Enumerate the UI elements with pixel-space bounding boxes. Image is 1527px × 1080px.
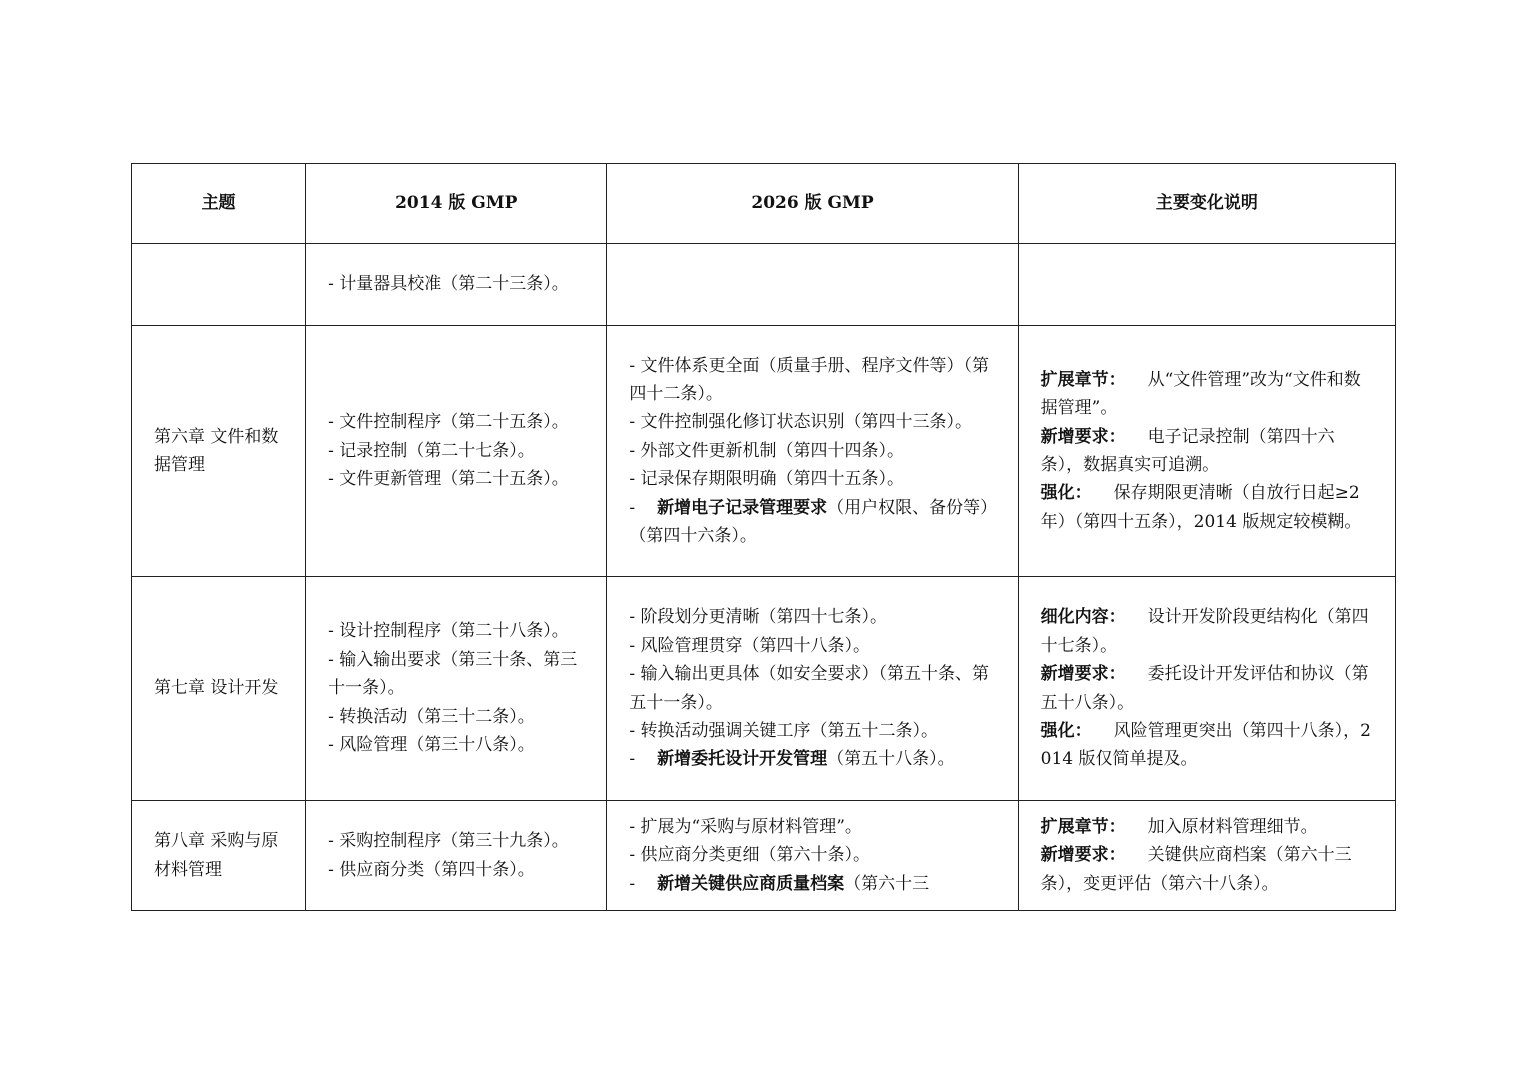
list-item-new (629, 494, 995, 551)
list-item: - 文件更新管理（第二十五条）。 (328, 469, 569, 490)
change-item (1041, 479, 1373, 536)
list-item: - 扩展为“采购与原材料管理”。 (629, 816, 862, 837)
new-item-prefix: - (629, 497, 636, 518)
change-item (1041, 366, 1373, 423)
gmp2014-cell (306, 244, 607, 326)
gmp2026-cell (607, 244, 1018, 326)
gmp2026-cell (607, 577, 1018, 801)
change-text: 从“文件管理”改为“文件和数据管理”。 (1040, 369, 1361, 419)
list-item: - 供应商分类更细（第六十条）。 (629, 845, 871, 866)
list-item: - 风险管理贯穿（第四十八条）。 (629, 635, 871, 656)
header-changes: 主要变化说明 (1018, 164, 1395, 244)
row-topic (132, 244, 306, 326)
table-row (132, 577, 1396, 801)
change-item (1041, 841, 1373, 898)
new-item-rest: （第六十三 (844, 873, 930, 894)
change-text: 风险管理更突出（第四十八条），2014 版仅简单提及。 (1040, 720, 1371, 770)
change-text: 电子记录控制（第四十六条），数据真实可追溯。 (1040, 426, 1335, 475)
list-item: - 文件体系更全面（质量手册、程序文件等）（第四十二条）。 (629, 355, 990, 404)
table-row (132, 801, 1396, 911)
table-header-row (132, 164, 1396, 244)
new-item-prefix: - (629, 749, 636, 770)
changes-cell (1018, 326, 1395, 577)
list-item: - 输入输出更具体（如安全要求）（第五十条、第五十一条）。 (629, 664, 990, 713)
list-item: - 采购控制程序（第三十九条）。 (328, 831, 569, 852)
new-item-rest: （第五十八条）。 (827, 749, 955, 770)
gmp2014-cell (306, 801, 607, 911)
list-item: - 转换活动强调关键工序（第五十二条）。 (629, 720, 939, 741)
list-item: - 转换活动（第三十二条）。 (328, 706, 535, 727)
gmp2026-cell (607, 326, 1018, 577)
change-label: 扩展章节： (1040, 369, 1126, 390)
changes-cell (1018, 244, 1395, 326)
list-item: - 输入输出要求（第三十条、第三十一条）。 (328, 649, 578, 699)
new-item-rest: （用户权限、备份等）（第四十六条）。 (629, 497, 989, 547)
header-topic: 主题 (132, 164, 306, 244)
change-item (1041, 423, 1373, 480)
list-item-new (629, 870, 995, 898)
new-item-bold: 新增关键供应商质量档案 (657, 873, 845, 894)
changes-cell (1018, 577, 1395, 801)
list-item: - 风险管理（第三十八条）。 (328, 735, 535, 756)
list-item: - 设计控制程序（第二十八条）。 (328, 621, 569, 642)
list-item: - 外部文件更新机制（第四十四条）。 (629, 440, 905, 461)
change-text: 保存期限更清晰（自放行日起≥2 年）（第四十五条），2014 版规定较模糊。 (1040, 483, 1362, 532)
change-item (1041, 660, 1373, 717)
gmp2014-cell (306, 326, 607, 577)
gmp2014-cell (306, 577, 607, 801)
change-text: 加入原材料管理细节。 (1147, 816, 1318, 837)
list-item: - 文件控制强化修订状态识别（第四十三条）。 (629, 412, 973, 433)
list-item: - 阶段划分更清晰（第四十七条）。 (629, 607, 888, 628)
change-label: 扩展章节： (1040, 816, 1126, 837)
change-label: 新增要求： (1040, 664, 1126, 685)
change-label: 细化内容： (1040, 607, 1126, 628)
list-item: - 文件控制程序（第二十五条）。 (328, 412, 569, 433)
change-label: 强化： (1040, 483, 1092, 504)
change-text: 关键供应商档案（第六十三条），变更评估（第六十八条）。 (1040, 845, 1352, 894)
change-label: 新增要求： (1040, 845, 1126, 866)
list-item: - 计量器具校准（第二十三条）。 (328, 274, 569, 295)
change-label: 强化： (1040, 720, 1092, 741)
gmp2026-cell (607, 801, 1018, 911)
header-gmp-2026: 2026 版 GMP (607, 164, 1018, 244)
new-item-bold: 新增电子记录管理要求 (657, 497, 828, 518)
header-gmp-2014: 2014 版 GMP (306, 164, 607, 244)
row-topic: 第六章 文件和数据管理 (132, 326, 306, 577)
changes-cell (1018, 801, 1395, 911)
change-label: 新增要求： (1040, 426, 1126, 447)
gmp-comparison-table (131, 163, 1396, 911)
table-row (132, 244, 1396, 326)
list-item: - 记录控制（第二十七条）。 (328, 440, 535, 461)
row-topic: 第八章 采购与原材料管理 (132, 801, 306, 911)
change-item (1041, 717, 1373, 774)
list-item-new (629, 745, 995, 773)
list-item: - 供应商分类（第四十条）。 (328, 859, 535, 880)
new-item-prefix: - (629, 873, 636, 894)
change-item (1041, 813, 1373, 841)
list-item: - 记录保存期限明确（第四十五条）。 (629, 469, 905, 490)
change-text: 委托设计开发评估和协议（第五十八条）。 (1040, 664, 1369, 713)
table-row (132, 326, 1396, 577)
row-topic: 第七章 设计开发 (132, 577, 306, 801)
change-item (1041, 603, 1373, 660)
new-item-bold: 新增委托设计开发管理 (657, 749, 828, 770)
change-text: 设计开发阶段更结构化（第四十七条）。 (1040, 607, 1369, 656)
